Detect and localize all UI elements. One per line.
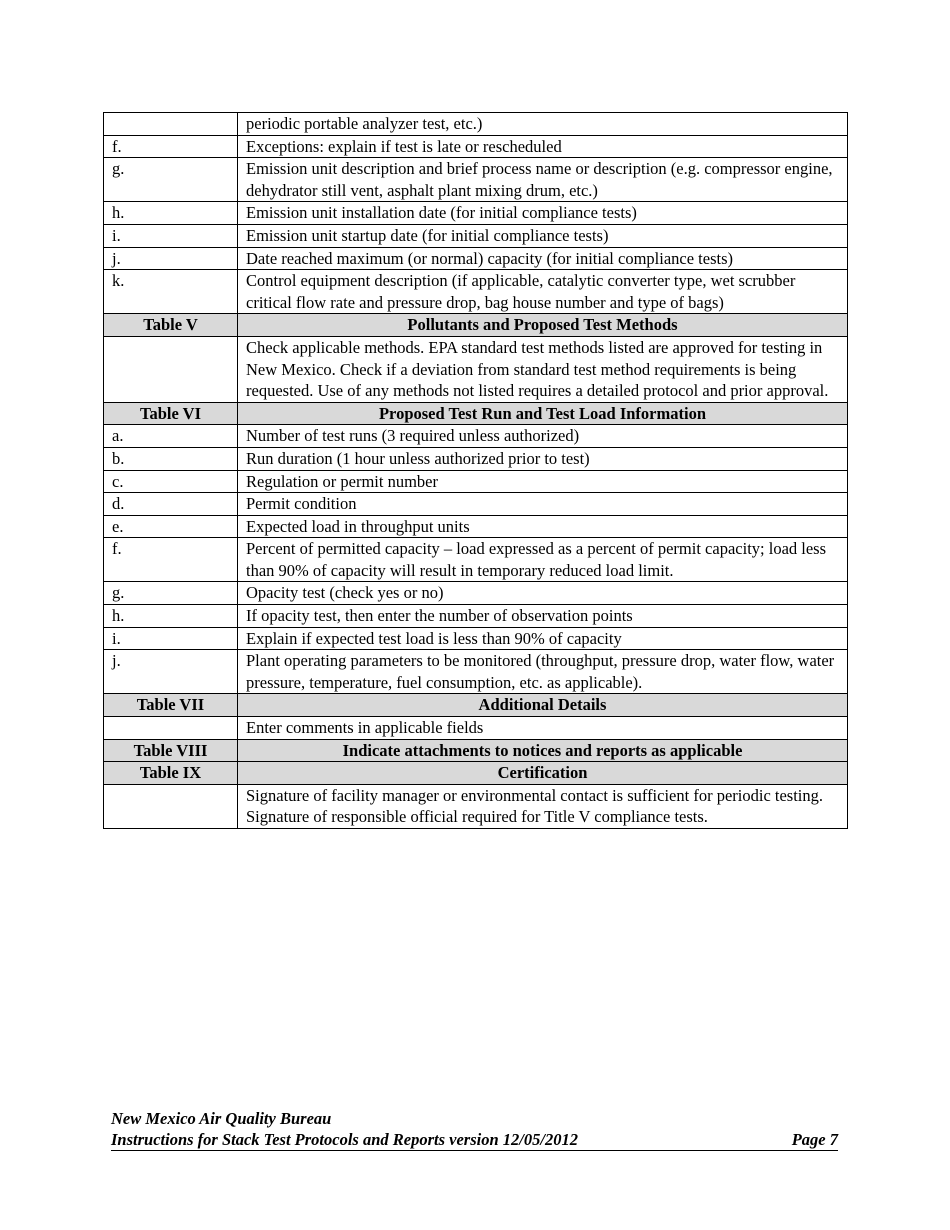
row-text: Signature of facility manager or environmental contact is sufficient for periodic testing. Signature of responsible official required for Title V compliance tests. <box>238 784 848 828</box>
footer-page-number: Page 7 <box>791 1130 838 1149</box>
row-label: j. <box>104 247 238 270</box>
row-text: Percent of permitted capacity – load expressed as a percent of permit capacity; load less than 90% of capacity will result in temporary reduced load limit. <box>238 538 848 582</box>
row-label: j. <box>104 650 238 694</box>
footer-document-line <box>111 1129 838 1151</box>
row-label: f. <box>104 135 238 158</box>
row-label: g. <box>104 158 238 202</box>
section-header-table-ix <box>104 762 848 785</box>
row-text: Number of test runs (3 required unless authorized) <box>238 425 848 448</box>
row-text: Opacity test (check yes or no) <box>238 582 848 605</box>
table-row <box>104 515 848 538</box>
section-title: Proposed Test Run and Test Load Information <box>238 402 848 425</box>
table-row <box>104 538 848 582</box>
row-label <box>104 336 238 402</box>
row-text: Control equipment description (if applicable, catalytic converter type, wet scrubber critical flow rate and pressure drop, bag house number and type of bags) <box>238 270 848 314</box>
section-title: Indicate attachments to notices and reports as applicable <box>238 739 848 762</box>
row-text: Plant operating parameters to be monitored (throughput, pressure drop, water flow, water pressure, temperature, fuel consumption, etc. as applicable). <box>238 650 848 694</box>
row-text: periodic portable analyzer test, etc.) <box>238 113 848 136</box>
row-label: h. <box>104 202 238 225</box>
section-title: Certification <box>238 762 848 785</box>
row-text: Run duration (1 hour unless authorized prior to test) <box>238 447 848 470</box>
row-label <box>104 113 238 136</box>
row-text: Emission unit description and brief process name or description (e.g. compressor engine, dehydrator still vent, asphalt plant mixing drum, etc.) <box>238 158 848 202</box>
row-text: Regulation or permit number <box>238 470 848 493</box>
table-row <box>104 336 848 402</box>
table-row <box>104 784 848 828</box>
table-row <box>104 493 848 516</box>
table-row <box>104 425 848 448</box>
section-title: Additional Details <box>238 694 848 717</box>
instructions-table <box>103 112 848 829</box>
section-title: Pollutants and Proposed Test Methods <box>238 314 848 337</box>
section-label: Table VII <box>104 694 238 717</box>
section-header-table-v <box>104 314 848 337</box>
section-label: Table IX <box>104 762 238 785</box>
table-row <box>104 158 848 202</box>
row-text: Enter comments in applicable fields <box>238 717 848 740</box>
table-row <box>104 605 848 628</box>
footer-organization: New Mexico Air Quality Bureau <box>111 1109 332 1128</box>
page-footer <box>111 1108 838 1151</box>
section-label: Table VI <box>104 402 238 425</box>
row-text: Explain if expected test load is less than 90% of capacity <box>238 627 848 650</box>
footer-document-title: Instructions for Stack Test Protocols and Reports version 12/05/2012 <box>111 1130 578 1149</box>
row-label: g. <box>104 582 238 605</box>
row-label: c. <box>104 470 238 493</box>
row-text: Permit condition <box>238 493 848 516</box>
row-text: Check applicable methods. EPA standard test methods listed are approved for testing in New Mexico. Check if a deviation from standard test method requirements is being requested. Use of any methods not listed requires a detailed protocol and prior approval. <box>238 336 848 402</box>
row-label: d. <box>104 493 238 516</box>
table-row <box>104 470 848 493</box>
row-label: e. <box>104 515 238 538</box>
table-row <box>104 650 848 694</box>
table-row <box>104 447 848 470</box>
table-row <box>104 270 848 314</box>
section-label: Table VIII <box>104 739 238 762</box>
row-text: Expected load in throughput units <box>238 515 848 538</box>
row-text: Emission unit startup date (for initial compliance tests) <box>238 224 848 247</box>
table-row <box>104 582 848 605</box>
table-row <box>104 717 848 740</box>
section-header-table-viii <box>104 739 848 762</box>
table-row <box>104 135 848 158</box>
instructions-table-body <box>104 113 848 829</box>
section-header-table-vi <box>104 402 848 425</box>
row-text: Emission unit installation date (for initial compliance tests) <box>238 202 848 225</box>
row-label: b. <box>104 447 238 470</box>
row-label: f. <box>104 538 238 582</box>
row-label: a. <box>104 425 238 448</box>
row-label <box>104 784 238 828</box>
row-label: k. <box>104 270 238 314</box>
row-label: i. <box>104 224 238 247</box>
row-label <box>104 717 238 740</box>
table-row <box>104 247 848 270</box>
table-row <box>104 113 848 136</box>
row-text: If opacity test, then enter the number of observation points <box>238 605 848 628</box>
row-label: i. <box>104 627 238 650</box>
table-row <box>104 202 848 225</box>
table-row <box>104 627 848 650</box>
section-label: Table V <box>104 314 238 337</box>
section-header-table-vii <box>104 694 848 717</box>
table-row <box>104 224 848 247</box>
row-label: h. <box>104 605 238 628</box>
row-text: Exceptions: explain if test is late or rescheduled <box>238 135 848 158</box>
row-text: Date reached maximum (or normal) capacity (for initial compliance tests) <box>238 247 848 270</box>
